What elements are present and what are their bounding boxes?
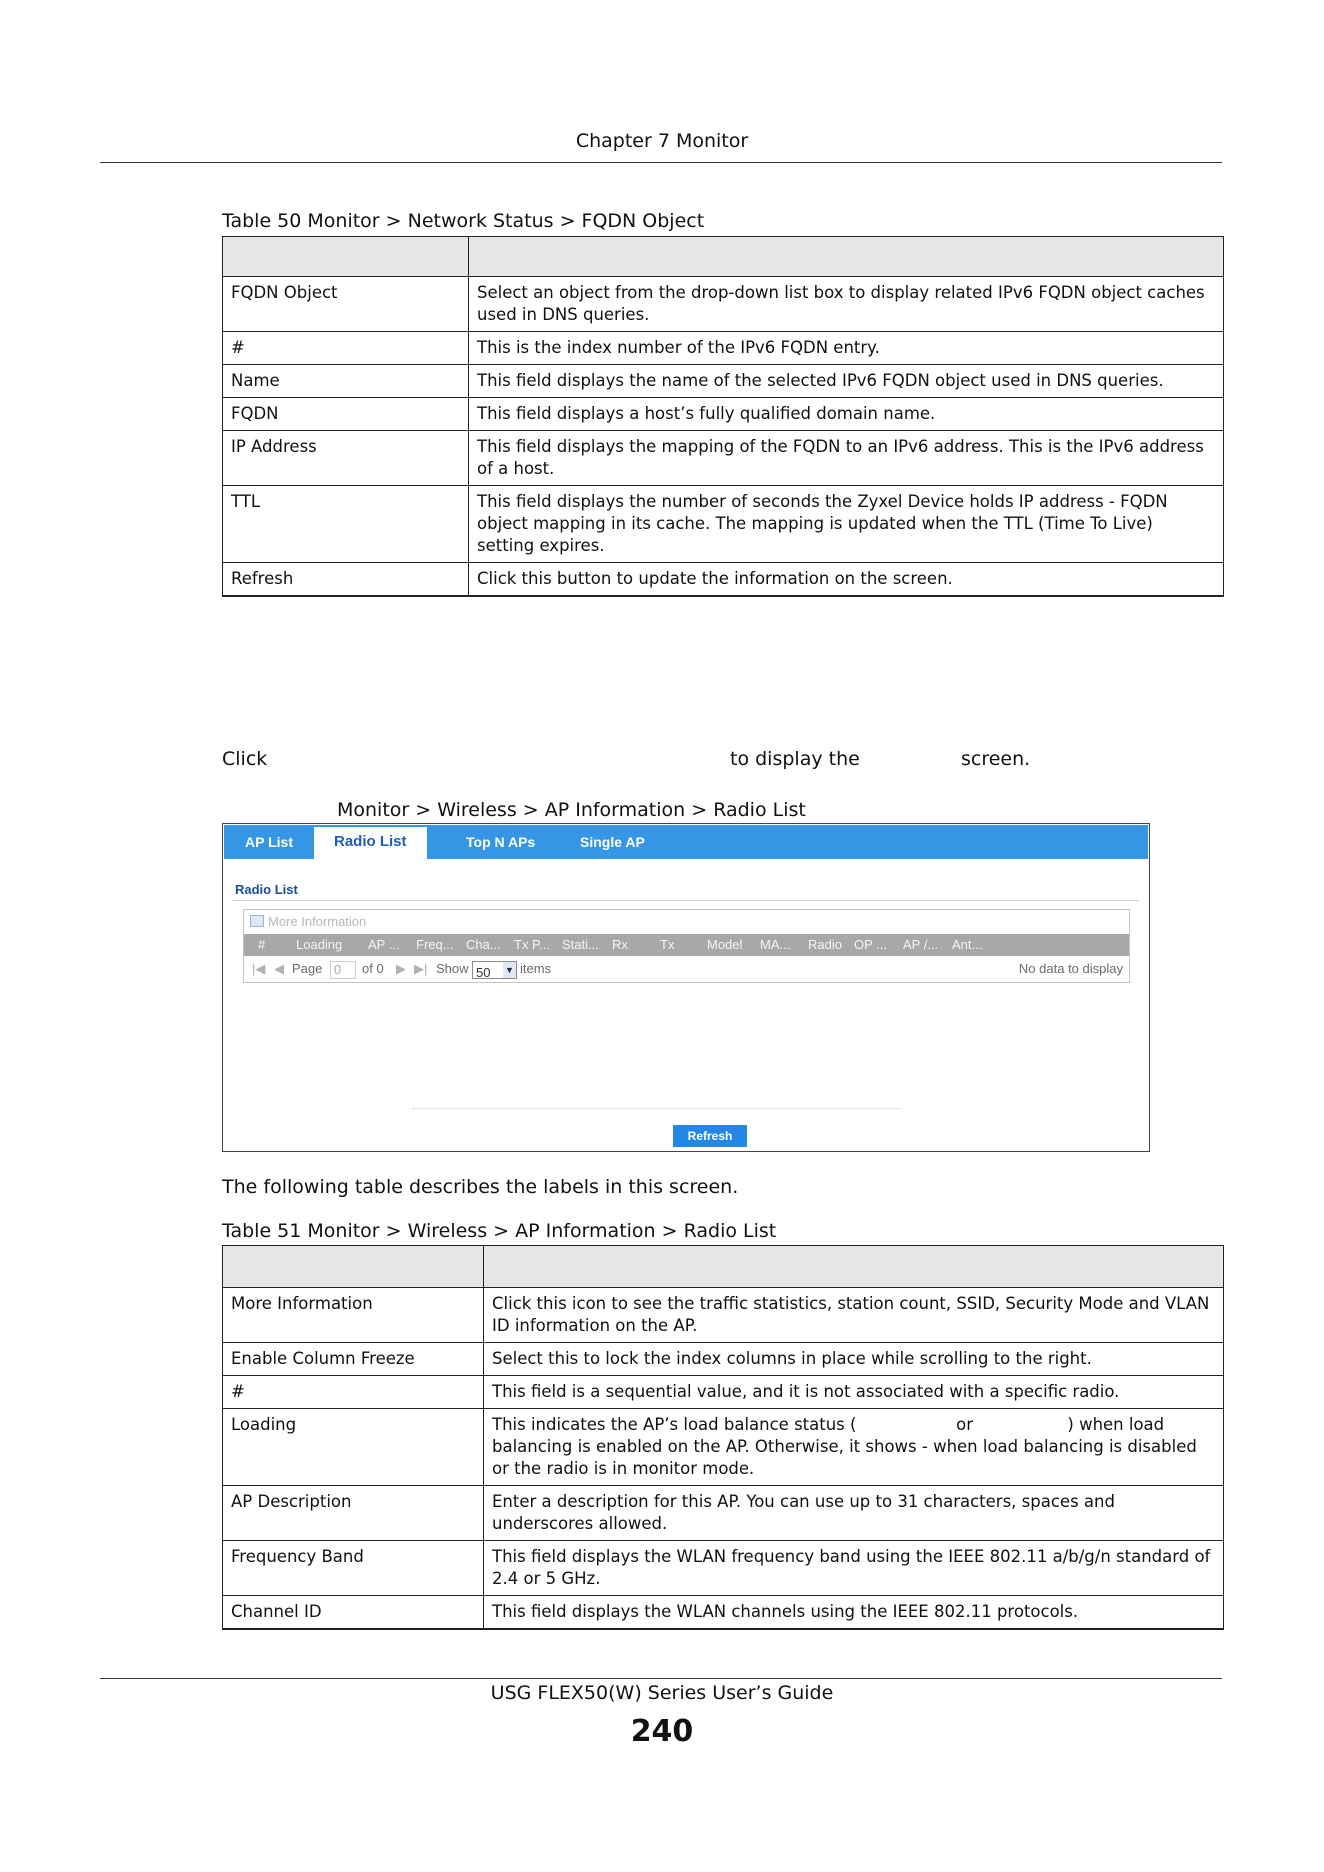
column-header[interactable]: Tx bbox=[660, 937, 675, 952]
divider bbox=[413, 1108, 901, 1109]
section-divider bbox=[233, 900, 1139, 901]
section-title: Radio List bbox=[235, 882, 298, 897]
column-header[interactable]: OP ... bbox=[854, 937, 887, 952]
column-header[interactable]: AP /... bbox=[903, 937, 939, 952]
column-header[interactable]: Stati... bbox=[562, 937, 599, 952]
column-header[interactable]: MA... bbox=[760, 937, 791, 952]
column-header-row bbox=[244, 934, 1129, 956]
last-page-icon[interactable]: ▶| bbox=[414, 961, 428, 976]
header-rule bbox=[100, 162, 1222, 163]
radio-list-screenshot bbox=[222, 823, 1150, 1152]
column-header[interactable]: Freq... bbox=[416, 937, 454, 952]
row-description: This field displays the WLAN channels using the IEEE 802.11 protocols. bbox=[484, 1596, 1224, 1630]
column-header[interactable]: Ant... bbox=[952, 937, 983, 952]
table51-header-row bbox=[223, 1246, 1224, 1288]
table51-caption: Table 51 Monitor > Wireless > AP Information > Radio List bbox=[222, 1220, 777, 1242]
page-label: Page bbox=[292, 961, 323, 976]
table-row bbox=[223, 486, 1224, 563]
tab-ap-list[interactable]: AP List bbox=[245, 834, 293, 850]
first-page-icon[interactable]: |◀ bbox=[252, 961, 266, 976]
more-information-button[interactable] bbox=[250, 914, 366, 929]
column-header[interactable]: Rx bbox=[612, 937, 628, 952]
row-description: This is the index number of the IPv6 FQDN entry. bbox=[469, 332, 1224, 365]
intro-click: Click bbox=[222, 748, 268, 770]
row-description: This field is a sequential value, and it is not associated with a specific radio. bbox=[484, 1376, 1224, 1409]
prev-page-icon[interactable]: ◀ bbox=[274, 961, 284, 976]
row-description: This field displays the WLAN frequency band using the IEEE 802.11 a/b/g/n standard of 2.4 or 5 GHz. bbox=[484, 1541, 1224, 1596]
page-size-value: 50 bbox=[476, 965, 491, 980]
table-row bbox=[223, 1409, 1224, 1486]
radio-grid bbox=[243, 909, 1130, 983]
row-label: Refresh bbox=[223, 563, 469, 597]
empty-message: No data to display bbox=[1018, 961, 1123, 976]
tab-top-n-aps[interactable]: Top N APs bbox=[466, 834, 536, 850]
table-row bbox=[223, 1376, 1224, 1409]
table-row bbox=[223, 398, 1224, 431]
tab-bar bbox=[224, 825, 1148, 859]
chevron-down-icon: ▼ bbox=[503, 962, 516, 978]
row-label: AP Description bbox=[223, 1486, 484, 1541]
row-label: Enable Column Freeze bbox=[223, 1343, 484, 1376]
row-description: Select an object from the drop-down list box to display related IPv6 FQDN object caches used in DNS queries. bbox=[469, 277, 1224, 332]
table-row bbox=[223, 431, 1224, 486]
table-row bbox=[223, 365, 1224, 398]
row-label: IP Address bbox=[223, 431, 469, 486]
table-row bbox=[223, 1343, 1224, 1376]
row-description: Click this button to update the information on the screen. bbox=[469, 563, 1224, 597]
row-description: Select this to lock the index columns in place while scrolling to the right. bbox=[484, 1343, 1224, 1376]
table-row bbox=[223, 1596, 1224, 1630]
intro-to-display: to display the bbox=[730, 748, 860, 770]
refresh-button[interactable]: Refresh bbox=[673, 1125, 747, 1147]
page-size-select[interactable] bbox=[472, 961, 517, 979]
row-label: # bbox=[223, 1376, 484, 1409]
info-table-icon bbox=[250, 915, 264, 927]
row-label: More Information bbox=[223, 1288, 484, 1343]
tab-single-ap[interactable]: Single AP bbox=[580, 834, 645, 850]
more-information-label: More Information bbox=[268, 914, 367, 929]
column-header[interactable]: Loading bbox=[296, 937, 343, 952]
row-description: This field displays the number of seconds the Zyxel Device holds IP address - FQDN object mapping in its cache. The mapping is updated when the TTL (Time To Live) setting expires. bbox=[469, 486, 1224, 563]
page-input[interactable]: 0 bbox=[330, 961, 356, 979]
row-description: Click this icon to see the traffic statistics, station count, SSID, Security Mode and VLAN ID information on the AP. bbox=[484, 1288, 1224, 1343]
items-label: items bbox=[520, 961, 552, 976]
next-page-icon[interactable]: ▶ bbox=[396, 961, 406, 976]
column-header[interactable]: Model bbox=[707, 937, 743, 952]
column-header[interactable]: Radio bbox=[808, 937, 842, 952]
row-label: FQDN bbox=[223, 398, 469, 431]
table50 bbox=[222, 236, 1224, 597]
figure-caption: Monitor > Wireless > AP Information > Radio List bbox=[337, 799, 806, 821]
column-header[interactable]: Cha... bbox=[466, 937, 501, 952]
table51 bbox=[222, 1245, 1224, 1630]
table-intro-text: The following table describes the labels in this screen. bbox=[222, 1176, 739, 1198]
chapter-header: Chapter 7 Monitor bbox=[575, 130, 749, 152]
row-description: This indicates the AP’s load balance status ( or ) when load balancing is enabled on the AP. Otherwise, it shows - when load balancing is disabled or the radio is in monitor mode. bbox=[484, 1409, 1224, 1486]
row-description: Enter a description for this AP. You can use up to 31 characters, spaces and underscores allowed. bbox=[484, 1486, 1224, 1541]
table-row bbox=[223, 277, 1224, 332]
row-description: This field displays a host’s fully qualified domain name. bbox=[469, 398, 1224, 431]
column-header[interactable]: # bbox=[258, 937, 266, 952]
column-header[interactable]: AP ... bbox=[368, 937, 400, 952]
pager bbox=[244, 958, 1129, 980]
row-label: Frequency Band bbox=[223, 1541, 484, 1596]
row-description: This field displays the name of the selected IPv6 FQDN object used in DNS queries. bbox=[469, 365, 1224, 398]
table50-header-row bbox=[223, 237, 1224, 277]
row-label: Channel ID bbox=[223, 1596, 484, 1630]
row-label: FQDN Object bbox=[223, 277, 469, 332]
page-of-label: of 0 bbox=[362, 961, 384, 976]
row-description: This field displays the mapping of the FQDN to an IPv6 address. This is the IPv6 address of a host. bbox=[469, 431, 1224, 486]
tab-radio-list[interactable]: Radio List bbox=[314, 827, 427, 859]
row-label: # bbox=[223, 332, 469, 365]
table-row bbox=[223, 563, 1224, 597]
table50-caption: Table 50 Monitor > Network Status > FQDN Object bbox=[222, 210, 705, 232]
table-row bbox=[223, 1486, 1224, 1541]
show-label: Show bbox=[436, 961, 469, 976]
row-label: Loading bbox=[223, 1409, 484, 1486]
table-row bbox=[223, 1541, 1224, 1596]
row-label: Name bbox=[223, 365, 469, 398]
table-row bbox=[223, 1288, 1224, 1343]
table-row bbox=[223, 332, 1224, 365]
footer-guide-title: USG FLEX50(W) Series User’s Guide bbox=[490, 1682, 834, 1704]
page-number: 240 bbox=[630, 1714, 694, 1749]
row-label: TTL bbox=[223, 486, 469, 563]
intro-screen: screen. bbox=[961, 748, 1031, 770]
column-header[interactable]: Tx P... bbox=[514, 937, 550, 952]
